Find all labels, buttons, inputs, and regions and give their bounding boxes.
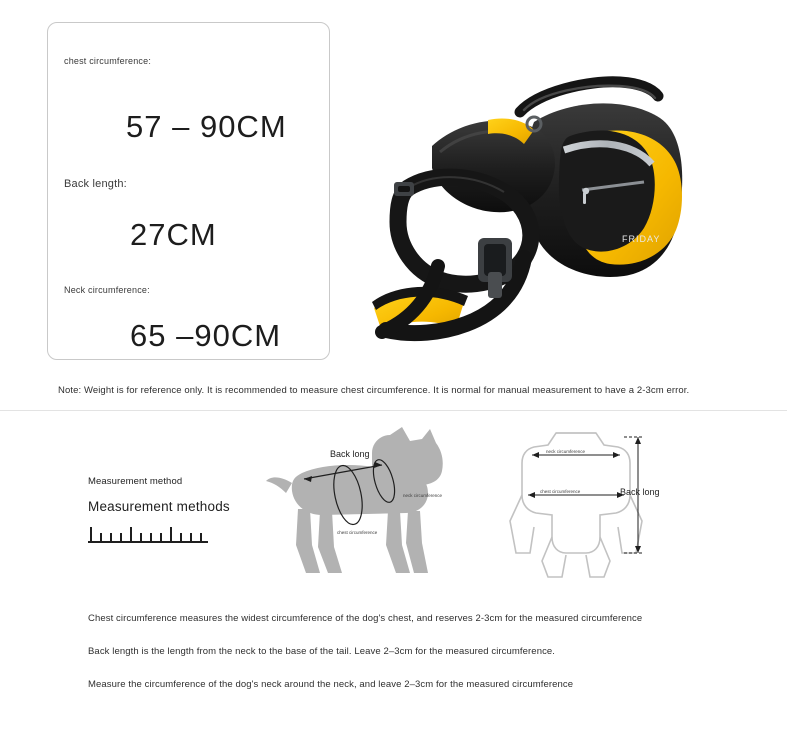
neck-circumference-value: 65 –90CM bbox=[130, 318, 282, 353]
method-title-big: Measurement methods bbox=[88, 499, 230, 514]
measurement-note: Note: Weight is for reference only. It is recommended to measure chest circumference. It is normal for manual measurement to have a 2-3cm error. bbox=[58, 385, 690, 396]
dog-back-long-label: Back long bbox=[330, 449, 370, 459]
description-neck: Measure the circumference of the dog's neck around the neck, and leave 2–3cm for the measured circumference bbox=[88, 679, 574, 690]
description-back: Back length is the length from the neck to the base of the tail. Leave 2–3cm for the measured circumference. bbox=[88, 646, 556, 657]
method-title-small: Measurement method bbox=[88, 476, 183, 487]
back-length-label: Back length: bbox=[64, 178, 127, 190]
section-divider bbox=[0, 410, 787, 411]
ruler-icon bbox=[88, 524, 208, 546]
description-chest: Chest circumference measures the widest circumference of the dog's chest, and reserves 2-3cm for the measured circumference bbox=[88, 613, 643, 624]
specification-card bbox=[47, 22, 330, 360]
product-image bbox=[338, 40, 690, 360]
neck-circumference-label: Neck circumference: bbox=[64, 285, 150, 295]
dog-chest-circumference-label: chest circumference bbox=[337, 530, 378, 535]
harness-flat-diagram bbox=[492, 425, 682, 585]
measurement-method-block bbox=[88, 476, 248, 546]
flat-neck-circumference-label: neck circumference bbox=[546, 449, 586, 454]
dog-neck-circumference-label: neck circumference bbox=[403, 493, 443, 498]
strap-adjuster bbox=[394, 182, 414, 196]
flat-chest-circumference-label: chest circumference bbox=[540, 489, 581, 494]
harness-collar bbox=[432, 118, 555, 212]
chest-circumference-label: chest circumference: bbox=[64, 56, 152, 66]
saddle-bag-right bbox=[527, 103, 682, 277]
svg-text:FRIDAY: FRIDAY bbox=[622, 234, 661, 244]
dog-measurement-diagram bbox=[262, 425, 462, 585]
flat-back-long-label: Back long bbox=[620, 487, 660, 497]
chest-circumference-value: 57 – 90CM bbox=[126, 109, 287, 144]
back-length-value: 27CM bbox=[130, 217, 217, 252]
